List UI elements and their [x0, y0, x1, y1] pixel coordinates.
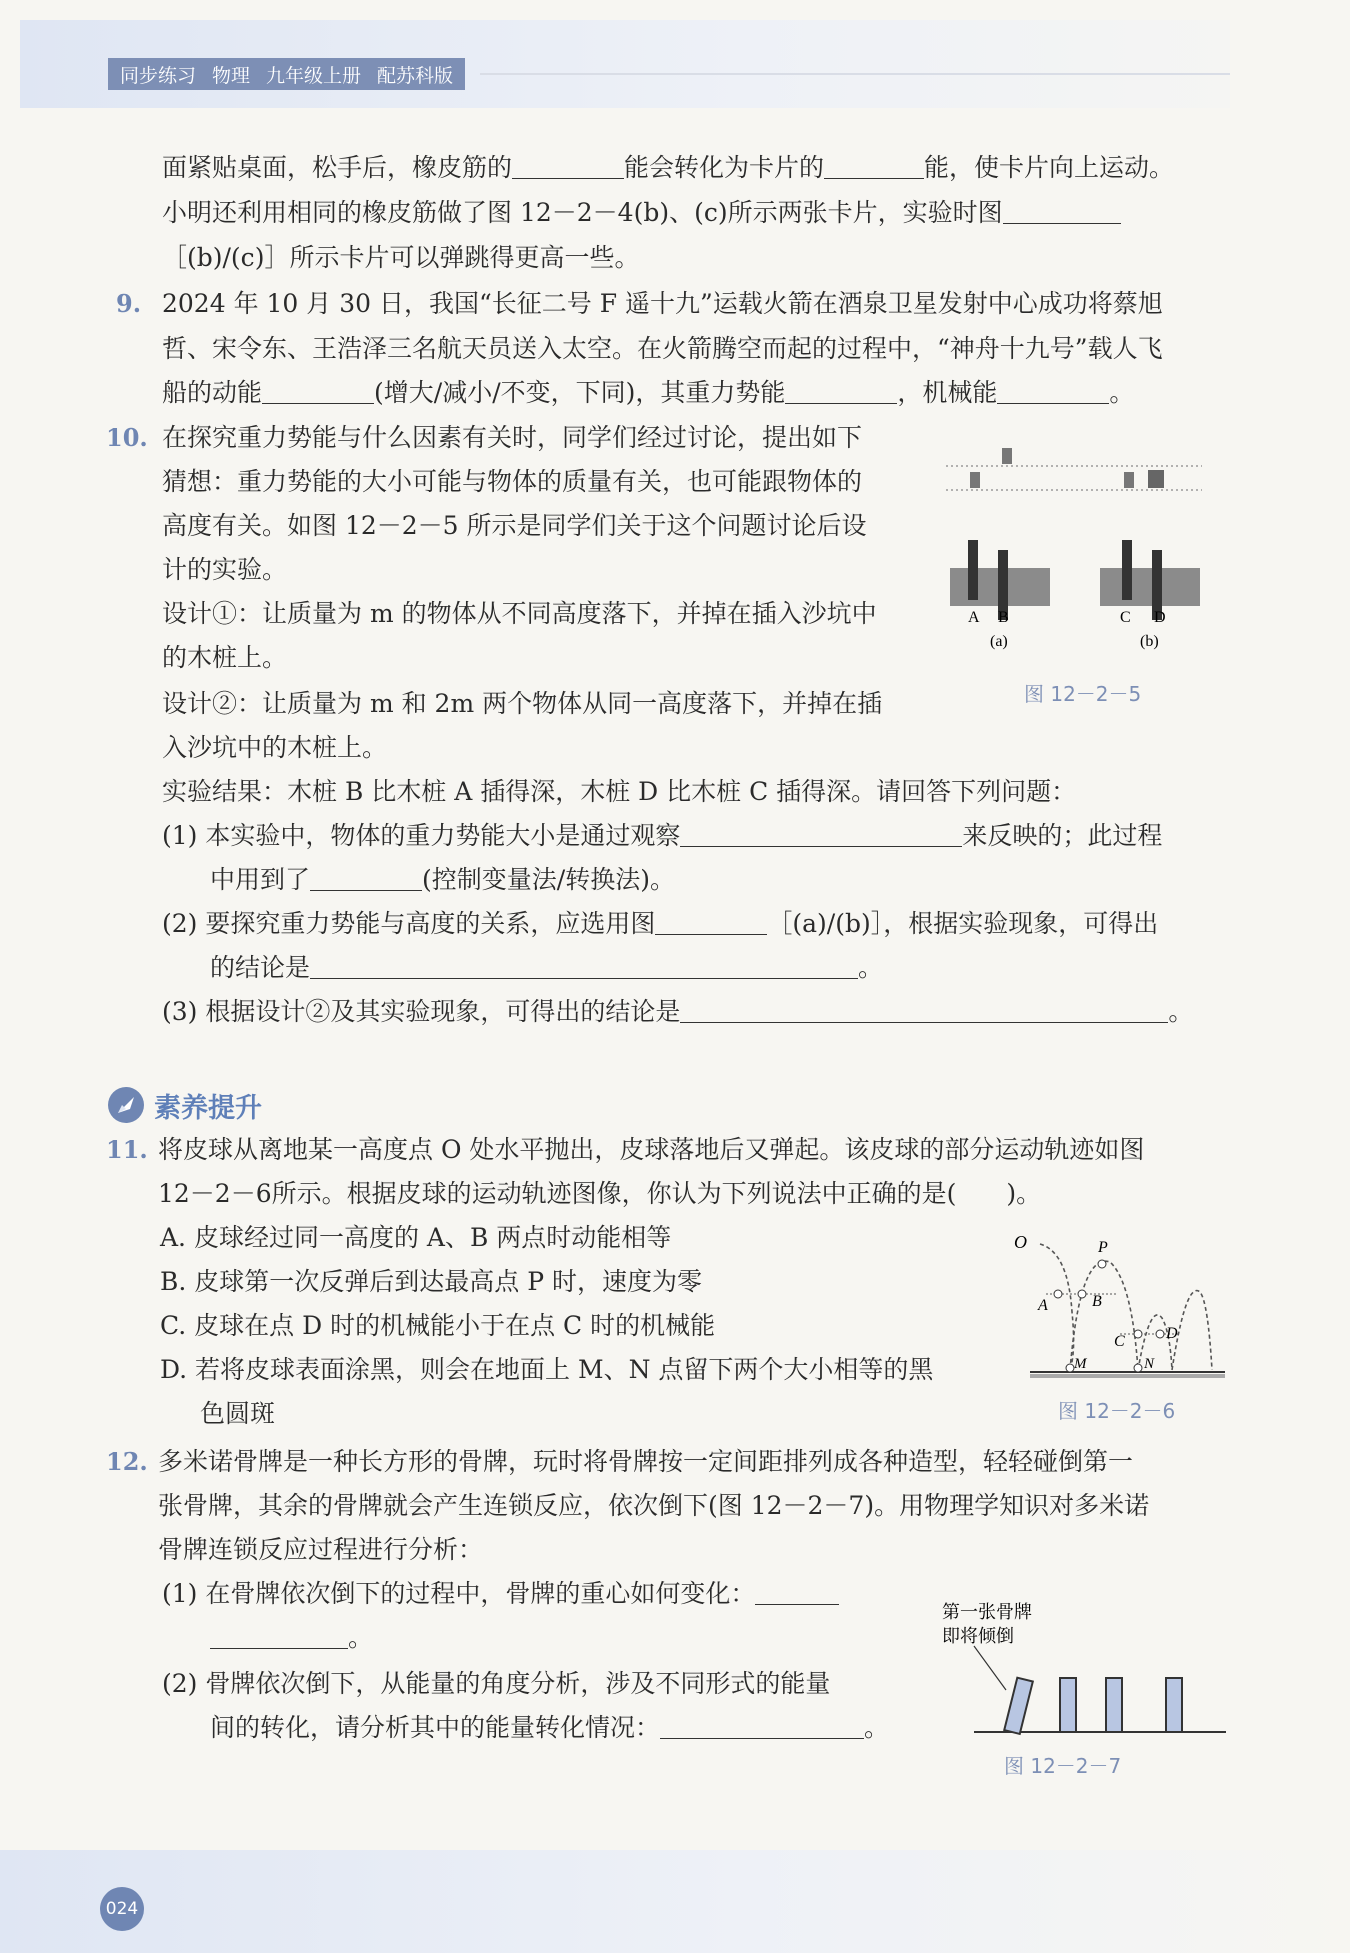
q10-line-5: 设计①：让质量为 m 的物体从不同高度落下，并掉在插入沙坑中: [162, 599, 877, 628]
rocket-badge-icon: [106, 1085, 146, 1125]
label-n: N: [1144, 1356, 1155, 1372]
q10-line-3: 高度有关。如图 12－2－5 所示是同学们关于这个问题讨论后设: [162, 511, 867, 540]
label-b: B: [998, 609, 1009, 626]
domino-label-2: 即将倾倒: [942, 1626, 1014, 1646]
answer-blank[interactable]: [262, 379, 374, 404]
q9-line-2: 哲、宋令东、王浩泽三名航天员送入太空。在火箭腾空而起的过程中，“神舟十九号”载人飞: [162, 334, 1163, 363]
label-c: C: [1114, 1333, 1125, 1350]
label-a: A: [1038, 1297, 1048, 1314]
answer-blank[interactable]: [680, 822, 962, 847]
question-number: 11.: [106, 1135, 148, 1164]
q12-line-1: 多米诺骨牌是一种长方形的骨牌，玩时将骨牌按一定间距排列成各种造型，轻轻碰倒第一: [158, 1447, 1134, 1476]
answer-blank[interactable]: [660, 1714, 864, 1739]
q8-line-1: 面紧贴桌面，松手后，橡皮筋的 能会转化为卡片的 能，使卡片向上运动。: [162, 153, 1175, 182]
answer-blank[interactable]: [210, 1624, 348, 1649]
q12-line-2: 张骨牌，其余的骨牌就会产生连锁反应，依次倒下(图 12－2－7)。用物理学知识对多米诺: [158, 1491, 1150, 1520]
q12-sub-1-cont: 。: [210, 1622, 373, 1654]
domino-tile: [1106, 1678, 1122, 1732]
weight-block: [1002, 448, 1012, 464]
q11-option-d-cont: 色圆斑: [200, 1399, 276, 1428]
q10-line-9: 实验结果：木桩 B 比木桩 A 插得深，木桩 D 比木桩 C 插得深。请回答下列问题：: [162, 777, 1077, 806]
q12-sub-1: (1) 在骨牌依次倒下的过程中，骨牌的重心如何变化：: [162, 1578, 839, 1610]
q9-line-1: 2024 年 10 月 30 日，我国“长征二号 F 遥十九”运载火箭在酒泉卫星发射中心成功将蔡旭: [162, 289, 1163, 318]
section-header: [106, 1085, 262, 1125]
q12-sub-2: (2) 骨牌依次倒下，从能量的角度分析，涉及不同形式的能量: [162, 1669, 831, 1698]
sub-label-b: (b): [1140, 633, 1159, 650]
figure-12-2-6: [1010, 1222, 1230, 1382]
weight-block: [1148, 470, 1164, 488]
q10-line-4: 计的实验。: [162, 555, 288, 584]
domino-tile: [1060, 1678, 1076, 1732]
answer-blank[interactable]: [1003, 199, 1121, 224]
question-number: 10.: [106, 423, 148, 452]
domino-tile: [1004, 1678, 1033, 1734]
sub-label-a: (a): [990, 633, 1008, 650]
label-p: P: [1098, 1239, 1108, 1256]
answer-blank[interactable]: [997, 379, 1109, 404]
answer-blank[interactable]: [755, 1580, 839, 1605]
figure-12-2-5: [940, 440, 1230, 710]
question-number: 9.: [116, 289, 142, 318]
q10-sub-2: (2) 要探究重力势能与高度的关系，应选用图 ［(a)/(b)］，根据实验现象，可得出: [162, 909, 1159, 938]
q11-line-2: 12－2－6所示。根据皮球的运动轨迹图像，你认为下列说法中正确的是( )。: [158, 1179, 1042, 1208]
weight-block: [1124, 472, 1134, 488]
section-title: 素养提升: [154, 1092, 262, 1124]
label-o: O: [1014, 1232, 1027, 1252]
figure-caption: 图 12－2－6: [1058, 1399, 1176, 1423]
header-tag: 物理: [212, 64, 251, 87]
answer-blank[interactable]: [310, 866, 422, 891]
q10-line-1: 在探究重力势能与什么因素有关时，同学们经过讨论，提出如下: [162, 423, 863, 452]
domino-label-1: 第一张骨牌: [942, 1602, 1032, 1622]
q11-line-1: 将皮球从离地某一高度点 O 处水平抛出，皮球落地后又弹起。该皮球的部分运动轨迹如图: [158, 1135, 1145, 1164]
q10-line-8: 入沙坑中的木桩上。: [162, 733, 388, 762]
q8-line-3: ［(b)/(c)］所示卡片可以弹跳得更高一些。: [162, 243, 640, 272]
sand-pit-b: [1100, 568, 1200, 606]
answer-blank[interactable]: [512, 154, 624, 179]
footer-band: [0, 1850, 1350, 1953]
label-b: B: [1092, 1293, 1102, 1310]
header-tag: 九年级上册: [266, 64, 362, 87]
label-d: D: [1154, 609, 1166, 626]
header-tag: 配苏科版: [377, 64, 454, 87]
q10-sub-3: (3) 根据设计②及其实验现象，可得出的结论是 。: [162, 997, 1194, 1026]
leader-line: [974, 1646, 1006, 1690]
q10-sub-1-cont: 中用到了 (控制变量法/转换法)。: [210, 865, 675, 894]
answer-blank[interactable]: [824, 154, 924, 179]
stake-a: [968, 540, 978, 600]
weight-block: [970, 472, 980, 488]
q10-sub-1: (1) 本实验中，物体的重力势能大小是通过观察 来反映的；此过程: [162, 821, 1163, 850]
q11-option-c[interactable]: C. 皮球在点 D 时的机械能小于在点 C 时的机械能: [160, 1311, 716, 1340]
q10-sub-2-cont: 的结论是 。: [210, 953, 884, 982]
header-tag-bar: [108, 58, 465, 90]
page-number: 024: [100, 1887, 144, 1931]
q10-line-2: 猜想：重力势能的大小可能与物体的质量有关，也可能跟物体的: [162, 467, 863, 496]
header-tag: 同步练习: [120, 64, 197, 87]
q12-sub-2-cont: 间的转化，请分析其中的能量转化情况： 。: [210, 1713, 890, 1742]
answer-blank[interactable]: [655, 910, 767, 935]
answer-blank[interactable]: [680, 998, 1168, 1023]
figure-caption: 图 12－2－7: [1004, 1754, 1122, 1778]
q10-line-7: 设计②：让质量为 m 和 2m 两个物体从同一高度落下，并掉在插: [162, 689, 883, 718]
answer-blank[interactable]: [785, 379, 897, 404]
question-number: 12.: [106, 1447, 148, 1476]
q11-option-d[interactable]: D. 若将皮球表面涂黑，则会在地面上 M、N 点留下两个大小相等的黑: [160, 1355, 934, 1384]
stake-c: [1122, 540, 1132, 600]
header-rule: [480, 73, 1230, 75]
label-c: C: [1120, 609, 1131, 626]
figure-caption: 图 12－2－5: [1024, 682, 1142, 706]
q11-option-b[interactable]: B. 皮球第一次反弹后到达最高点 P 时，速度为零: [160, 1267, 702, 1296]
label-d: D: [1166, 1325, 1178, 1342]
answer-blank[interactable]: [310, 954, 858, 979]
q12-line-3: 骨牌连锁反应过程进行分析：: [158, 1535, 484, 1564]
label-a: A: [968, 609, 980, 626]
domino-tile: [1166, 1678, 1182, 1732]
q11-option-a[interactable]: A. 皮球经过同一高度的 A、B 两点时动能相等: [160, 1223, 672, 1252]
q9-line-3: 船的动能 (增大/减小/不变，下同)，其重力势能 ，机械能 。: [162, 378, 1135, 407]
q8-line-2: 小明还利用相同的橡皮筋做了图 12－2－4(b)、(c)所示两张卡片，实验时图: [162, 197, 1121, 229]
label-m: M: [1074, 1356, 1087, 1372]
q10-line-6: 的木桩上。: [162, 643, 288, 672]
